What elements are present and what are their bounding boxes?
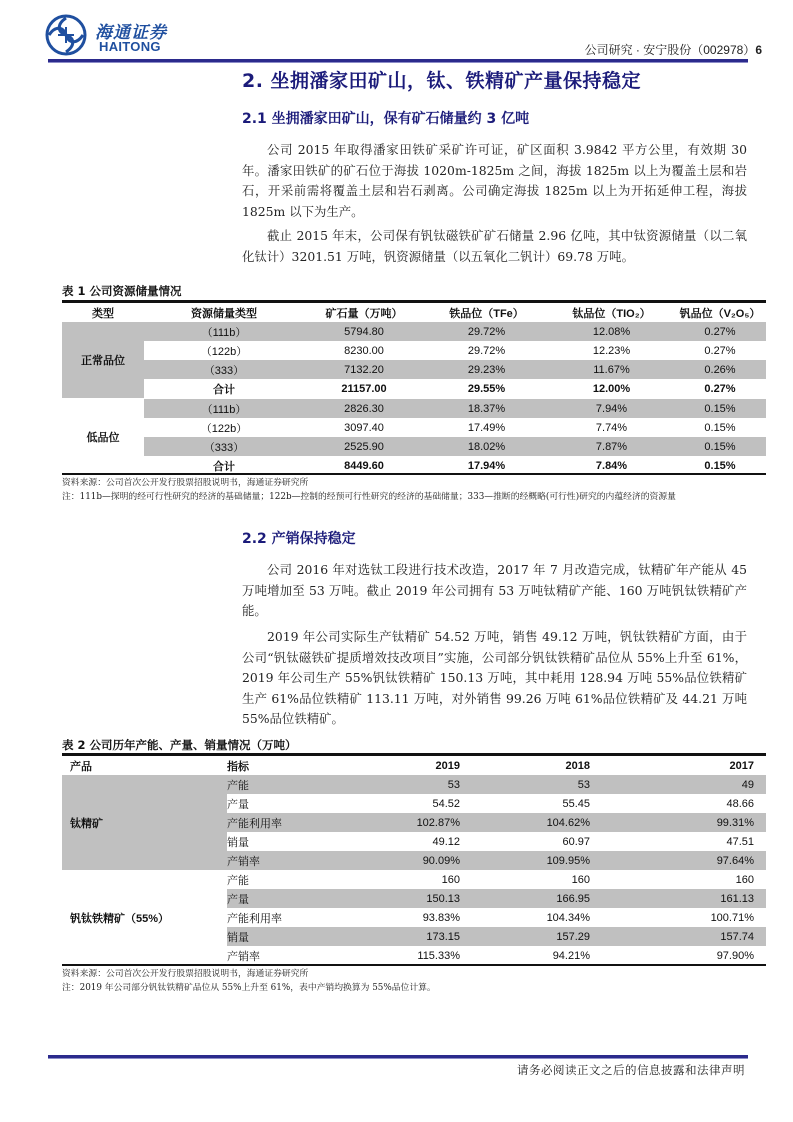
table-cell: 47.51 bbox=[726, 835, 754, 848]
table-header-row bbox=[62, 303, 766, 322]
table-cell: （333） bbox=[203, 364, 245, 377]
col-header-2018: 2018 bbox=[565, 759, 590, 772]
table-cell: 5794.80 bbox=[344, 325, 384, 338]
table-cell: 12.00% bbox=[592, 382, 631, 395]
table-cell: 销量 bbox=[227, 931, 249, 944]
table-row bbox=[62, 418, 766, 437]
table-cell: 48.66 bbox=[726, 797, 754, 810]
table-row bbox=[62, 399, 766, 419]
table-cell: 54.52 bbox=[432, 797, 460, 810]
group-label-low-grade: 低品位 bbox=[62, 399, 144, 476]
breadcrumb-text: 公司研究 · 安宁股份（002978） bbox=[584, 43, 756, 57]
table-cell: 104.34% bbox=[546, 911, 590, 924]
logo-english-name: HAITONG bbox=[99, 39, 161, 54]
table-cell: 产销率 bbox=[227, 950, 260, 963]
col-header-ore-volume: 矿石量（万吨） bbox=[325, 307, 403, 320]
table-cell: 0.27% bbox=[704, 382, 736, 395]
table-cell: 产能利用率 bbox=[227, 912, 282, 925]
table-cell: 7.84% bbox=[595, 459, 628, 472]
table-row bbox=[62, 870, 766, 889]
table-cell: 49.12 bbox=[432, 835, 460, 848]
table-cell: （122b） bbox=[200, 422, 248, 435]
subsection-title-2-2: 2.2 产销保持稳定 bbox=[242, 531, 356, 547]
table-cell: 产能利用率 bbox=[227, 817, 282, 830]
table-cell: 0.27% bbox=[704, 344, 736, 357]
col-header-2019: 2019 bbox=[435, 759, 460, 772]
table2-bottom-rule bbox=[62, 964, 766, 966]
table-row bbox=[62, 341, 766, 360]
table-row bbox=[62, 360, 766, 379]
haitong-logo bbox=[45, 14, 185, 58]
logo-chinese-name: 海通证券 bbox=[95, 23, 167, 43]
table-cell: 2525.90 bbox=[344, 440, 384, 453]
table-cell: 0.27% bbox=[704, 325, 736, 338]
table-cell: 29.72% bbox=[467, 325, 506, 338]
col-header-v2o5-grade: 钒品位（V₂O₅） bbox=[679, 307, 761, 320]
table-cell: 0.26% bbox=[704, 363, 736, 376]
table-cell: （111b） bbox=[201, 326, 247, 339]
table-cell: 产量 bbox=[227, 893, 249, 906]
table-cell: （333） bbox=[203, 441, 245, 454]
table2-note: 注：2019 年公司部分钒钛铁精矿品位从 55%上升至 61%，表中产销均换算为 55%品位计算。 bbox=[62, 983, 436, 993]
table-cell: 55.45 bbox=[562, 797, 590, 810]
table-header-row bbox=[62, 756, 766, 775]
table1-caption: 表 1 公司资源储量情况 bbox=[62, 284, 182, 298]
table-cell: 7.94% bbox=[595, 402, 628, 415]
table-cell: （111b） bbox=[201, 403, 247, 416]
table1-bottom-rule bbox=[62, 473, 766, 475]
table-cell: 0.15% bbox=[704, 402, 736, 415]
table-cell: 160 bbox=[441, 873, 460, 886]
product-label-vanadium-titanium-iron-concentrate: 钒钛铁精矿（55%） bbox=[70, 912, 170, 925]
table-cell: 104.62% bbox=[546, 816, 590, 829]
paragraph-production-2019: 2019 年公司实际生产钛精矿 54.52 万吨，销售 49.12 万吨，钒钛铁精矿方面，由于公司“钒钛磁铁矿提质增效技改项目”实施，公司部分钒钛铁精矿品位从 55%上升至 61%，2019 年公司生产 55%钒钛铁精矿 150.13 万吨，其中耗用 128.94 万吨 55%品位铁精矿生产 61%品位铁精矿 113.11 万吨，对外销售 99.26 万吨 61%品位铁精矿及 44.21 万吨 55%品位铁精矿。 bbox=[242, 629, 747, 726]
table2-source: 资料来源：公司首次公开发行股票招股说明书，海通证券研究所 bbox=[62, 969, 309, 979]
table2-caption: 表 2 公司历年产能、产量、销量情况（万吨） bbox=[62, 738, 297, 752]
paragraph-capacity: 公司 2016 年对选钛工段进行技术改造，2017 年 7 月改造完成，钛精矿年产能从 45 万吨增加至 53 万吨。截止 2019 年公司拥有 53 万吨钛精矿产能、160 万吨钒钛铁精矿产能。 bbox=[242, 562, 747, 618]
table-cell: 157.29 bbox=[556, 930, 590, 943]
resource-reserve-table bbox=[62, 303, 766, 475]
table-cell: 17.94% bbox=[467, 459, 506, 472]
table-cell: 173.15 bbox=[426, 930, 460, 943]
table-cell: 21157.00 bbox=[341, 382, 387, 395]
table-cell: 0.15% bbox=[704, 440, 736, 453]
table-cell: 8230.00 bbox=[344, 344, 384, 357]
col-header-type: 类型 bbox=[92, 307, 114, 320]
table-cell: 合计 bbox=[213, 383, 235, 396]
legal-disclaimer: 请务必阅读正文之后的信息披露和法律声明 bbox=[517, 1063, 745, 1077]
table-cell: 17.49% bbox=[467, 421, 506, 434]
col-header-2017: 2017 bbox=[729, 759, 754, 772]
table-cell: 115.33% bbox=[417, 949, 460, 962]
group-label-normal-grade: 正常品位 bbox=[62, 322, 144, 399]
table-cell: 产销率 bbox=[227, 855, 260, 868]
table1-source: 资料来源：公司首次公开发行股票招股说明书，海通证券研究所 bbox=[62, 478, 309, 488]
table-cell: 97.64% bbox=[716, 854, 754, 867]
footer-rule bbox=[48, 1055, 748, 1059]
paragraph-mine-license: 公司 2015 年取得潘家田铁矿采矿许可证，矿区面积 3.9842 平方公里，有效期 30 年。潘家田铁矿的矿石位于海拔 1020m-1825m 之间，海拔 1825m 以上为覆盖土层和岩石，开采前需将覆盖土层和岩石剥离。公司确定海拔 1825m 以上为开拓延伸工程，海拔 1825m 以下为生产。 bbox=[242, 142, 747, 219]
table-cell: 0.15% bbox=[704, 421, 736, 434]
table-cell: 29.72% bbox=[467, 344, 506, 357]
table-cell: 12.23% bbox=[592, 344, 631, 357]
table-cell: 产量 bbox=[227, 798, 249, 811]
table-cell: （122b） bbox=[200, 345, 248, 358]
table-cell: 90.09% bbox=[422, 854, 460, 867]
table-cell: 160 bbox=[735, 873, 754, 886]
paragraph-reserves: 截止 2015 年末，公司保有钒钛磁铁矿矿石储量 2.96 亿吨，其中钛资源储量（以二氧化钛计）3201.51 万吨，钒资源储量（以五氧化二钒计）69.78 万吨。 bbox=[242, 228, 747, 264]
page-number: 6 bbox=[755, 43, 762, 57]
table-cell: 160 bbox=[571, 873, 590, 886]
col-header-tfe-grade: 铁品位（TFe） bbox=[449, 307, 524, 320]
table-cell: 150.13 bbox=[426, 892, 460, 905]
breadcrumb bbox=[585, 41, 762, 58]
table-cell: 29.23% bbox=[467, 363, 506, 376]
table-cell: 产能 bbox=[227, 779, 249, 792]
table-cell: 7.74% bbox=[595, 421, 628, 434]
table-cell: 3097.40 bbox=[344, 421, 384, 434]
table1-note: 注：111b—探明的经可行性研究的经济的基础储量；122b—控制的经预可行性研究的经济的基础储量；333—推断的经概略(可行性)研究的内蕴经济的资源量 bbox=[62, 492, 676, 502]
col-header-indicator: 指标 bbox=[227, 760, 249, 773]
table-cell: 53 bbox=[447, 778, 460, 791]
section-title: 2. 坐拥潘家田矿山，钛、铁精矿产量保持稳定 bbox=[242, 70, 642, 92]
table-row bbox=[62, 322, 766, 341]
table-cell: 8449.60 bbox=[344, 459, 384, 472]
table-cell: 2826.30 bbox=[344, 402, 384, 415]
col-header-product: 产品 bbox=[70, 760, 92, 773]
table-cell: 29.55% bbox=[467, 382, 506, 395]
table-cell: 18.02% bbox=[467, 440, 506, 453]
table-cell: 93.83% bbox=[422, 911, 460, 924]
table-cell: 166.95 bbox=[556, 892, 590, 905]
table-cell: 7132.20 bbox=[344, 363, 384, 376]
header-rule bbox=[48, 59, 748, 63]
col-header-reserve-type: 资源储量类型 bbox=[191, 307, 257, 320]
table-cell: 60.97 bbox=[562, 835, 590, 848]
table-cell: 99.31% bbox=[716, 816, 754, 829]
table-cell: 157.74 bbox=[720, 930, 754, 943]
subsection-title-2-1: 2.1 坐拥潘家田矿山，保有矿石储量约 3 亿吨 bbox=[242, 111, 530, 127]
product-label-titanium-concentrate: 钛精矿 bbox=[62, 775, 227, 870]
table-cell: 合计 bbox=[213, 460, 235, 473]
table-cell: 161.13 bbox=[720, 892, 754, 905]
table-cell: 94.21% bbox=[552, 949, 590, 962]
table-cell: 53 bbox=[577, 778, 590, 791]
table-cell: 100.71% bbox=[710, 911, 754, 924]
table-cell: 49 bbox=[741, 778, 754, 791]
table-cell: 97.90% bbox=[716, 949, 754, 962]
table-cell: 0.15% bbox=[704, 459, 736, 472]
table-row-subtotal bbox=[62, 379, 766, 399]
table-cell: 12.08% bbox=[592, 325, 631, 338]
table-row bbox=[62, 775, 766, 794]
table-cell: 18.37% bbox=[467, 402, 506, 415]
table-cell: 销量 bbox=[227, 836, 249, 849]
capacity-production-sales-table bbox=[62, 756, 766, 965]
table-row bbox=[62, 437, 766, 456]
table-cell: 7.87% bbox=[595, 440, 628, 453]
haitong-emblem-icon bbox=[45, 14, 87, 56]
table-cell: 102.87% bbox=[416, 816, 460, 829]
col-header-tio2-grade: 钛品位（TIO₂） bbox=[572, 307, 651, 320]
table-cell: 产能 bbox=[227, 874, 249, 887]
table-cell: 109.95% bbox=[546, 854, 590, 867]
table-cell: 11.67% bbox=[593, 363, 630, 376]
